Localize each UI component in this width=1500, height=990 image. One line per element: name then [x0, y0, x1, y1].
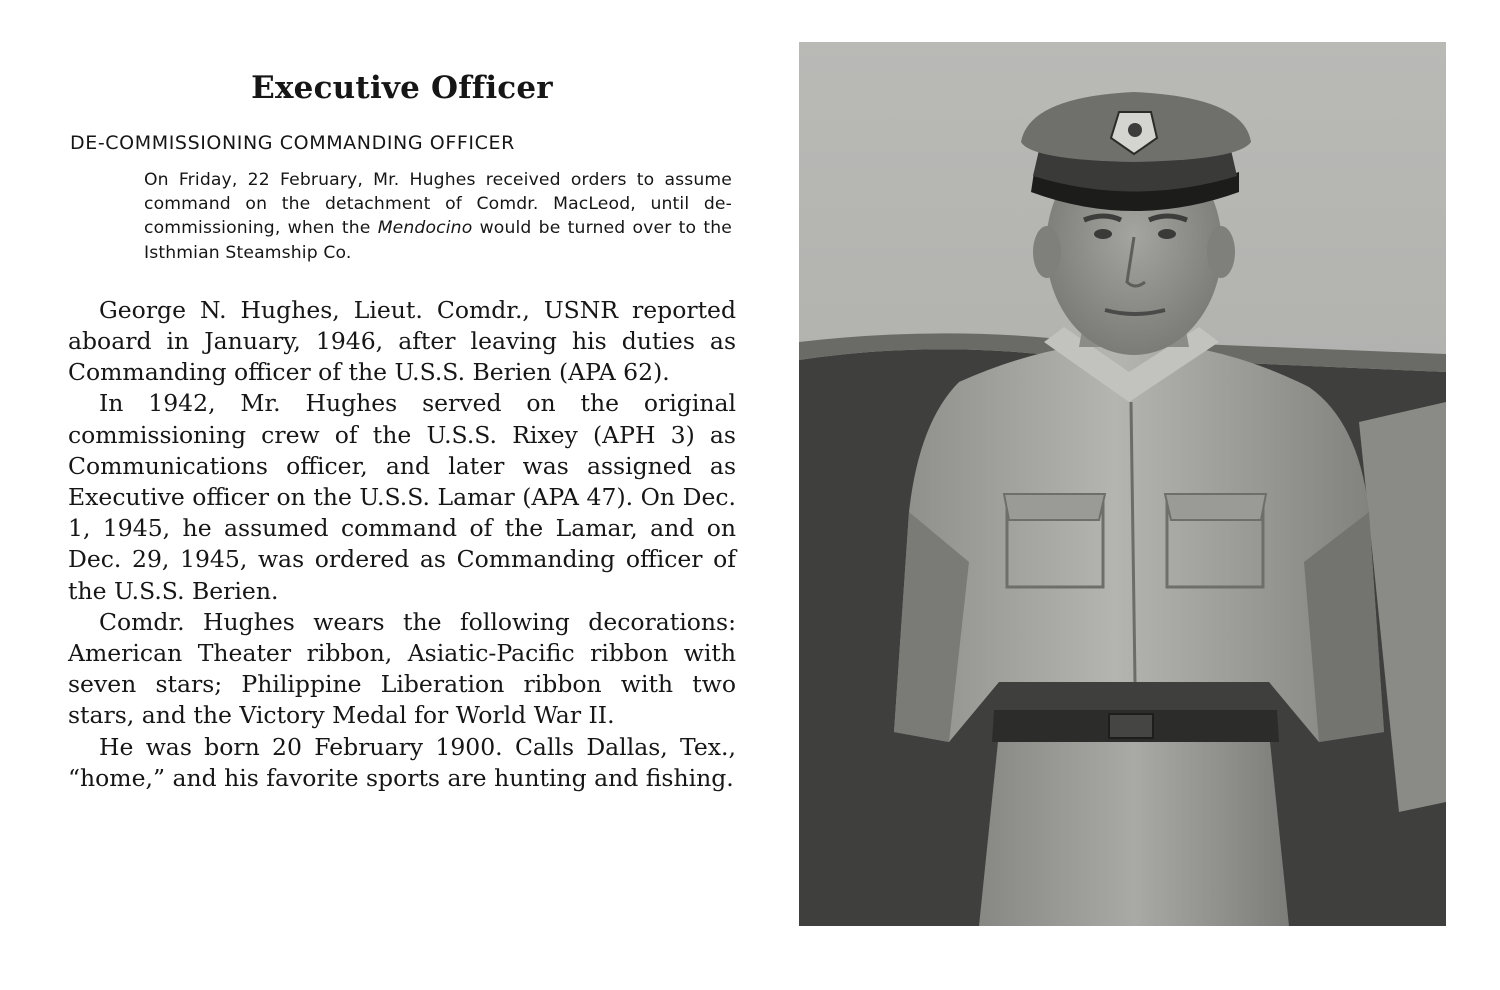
abstract-before-ship: On Friday, 22 February, Mr. Hughes received orders to assume command on the detachment of Comdr. MacLeod, until de-commissioning, when the: [144, 170, 732, 239]
abstract-text: [144, 168, 732, 265]
officer-portrait-icon: [799, 42, 1446, 926]
page-title: Executive Officer: [251, 70, 553, 106]
section-subtitle: DE-COMMISSIONING COMMANDING OFFICER: [70, 132, 515, 154]
biography-paragraph-4: He was born 20 February 1900. Calls Dallas, Tex., “home,” and his favorite sports are hunting and fishing.: [68, 732, 736, 792]
biography-paragraph-2: In 1942, Mr. Hughes served on the original commissioning crew of the U.S.S. Rixey (APH 3) as Communications officer, and later was assigned as Executive officer on the U.S.S. Lamar (APA 47). On Dec. 1, 1945, he assumed command of the Lamar, and on Dec. 29, 1945, was ordered as Commanding officer of the U.S.S. Berien.: [68, 389, 736, 605]
ship-name: Mendocino: [377, 218, 473, 239]
article-column: [68, 70, 736, 794]
officer-portrait-photo: [799, 42, 1446, 926]
abstract-after-ship: would be turned over to the Isthmian Steamship Co.: [144, 218, 732, 263]
biography-body: [68, 295, 736, 794]
biography-paragraph-3: Comdr. Hughes wears the following decorations: American Theater ribbon, Asiatic-Pacific ribbon with seven stars; Philippine Liberation ribbon with two stars, and the Victory Medal for World War II.: [68, 607, 736, 730]
biography-paragraph-1: George N. Hughes, Lieut. Comdr., USNR reported aboard in January, 1946, after leaving his duties as Commanding officer of the U.S.S. Berien (APA 62).: [68, 295, 736, 387]
